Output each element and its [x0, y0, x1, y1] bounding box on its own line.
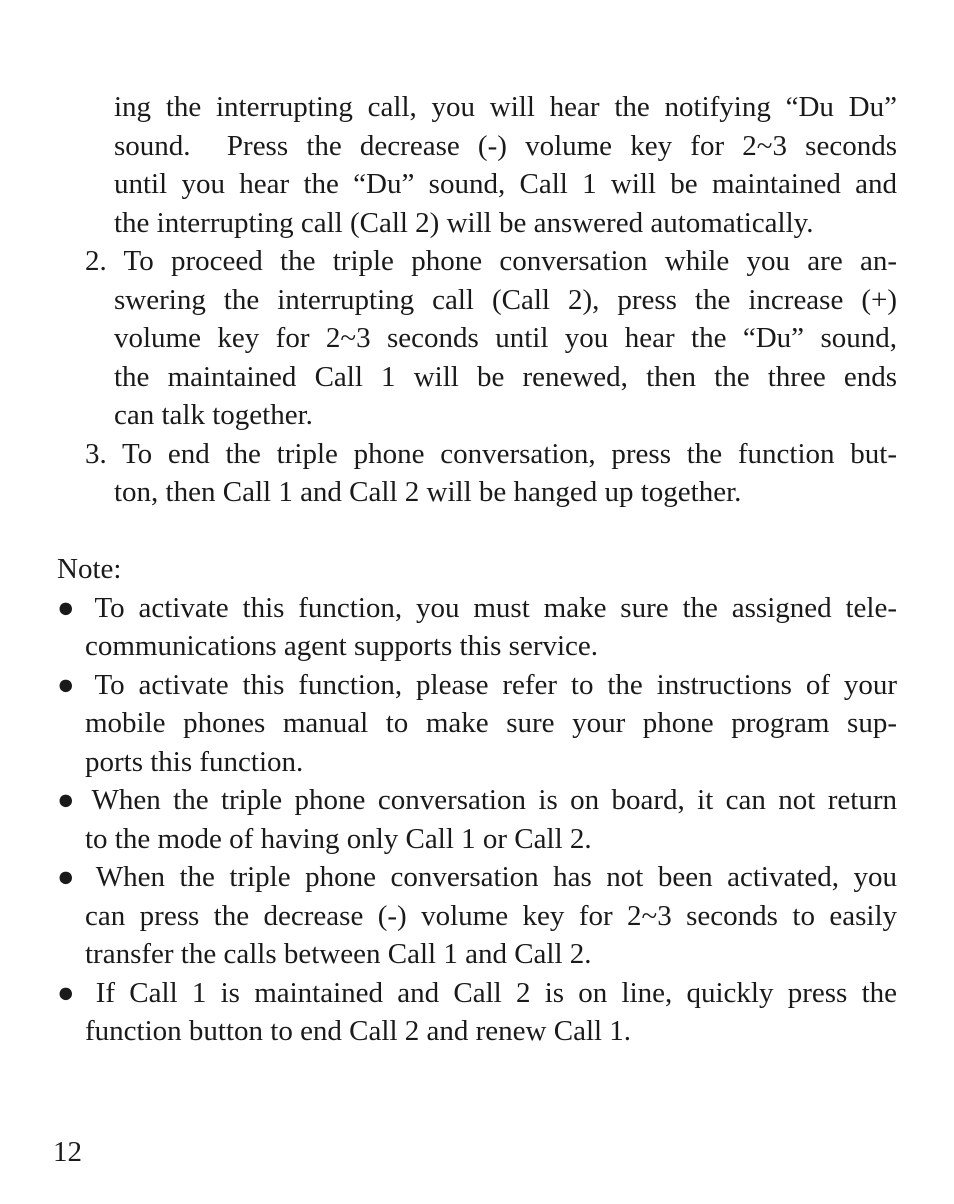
step1-continuation-line: the interrupting call (Call 2) will be answered automatically.: [114, 206, 814, 239]
note-bullet-line: ports this function.: [85, 745, 304, 778]
step1-continuation-line: sound. Press the decrease (-) volume key for 2~3 seconds: [114, 129, 897, 162]
note-bullet-line: function button to end Call 2 and renew Call 1.: [85, 1015, 632, 1047]
step2-line: volume key for 2~3 seconds until you hear the “Du” sound,: [114, 322, 897, 354]
step2-line: the maintained Call 1 will be renewed, then the three ends: [114, 360, 897, 393]
note-bullet-line: ● To activate this function, please refer to the instructions of your: [57, 668, 897, 701]
step2-line: swering the interrupting call (Call 2), press the increase (+): [114, 283, 897, 316]
note-bullet-line: communications agent supports this service.: [85, 630, 599, 662]
step3-line: 3. To end the triple phone conversation, press the function but-: [85, 437, 897, 470]
note-bullet-line: ● To activate this function, you must make sure the assigned tele-: [57, 591, 897, 624]
step2-line: can talk together.: [114, 399, 313, 431]
step2-line: 2. To proceed the triple phone conversation while you are an-: [85, 245, 897, 277]
step1-continuation-line: until you hear the “Du” sound, Call 1 will be maintained and: [114, 168, 897, 200]
page-number: 12: [53, 1136, 82, 1168]
note-bullet-line: ● When the triple phone conversation has not been activated, you: [57, 861, 897, 893]
step1-continuation-line: ing the interrupting call, you will hear the notifying “Du Du”: [114, 91, 897, 123]
note-bullet-line: ● When the triple phone conversation is on board, it can not return: [57, 784, 897, 816]
note-bullet-line: ● If Call 1 is maintained and Call 2 is on line, quickly press the: [57, 976, 897, 1009]
note-heading: Note:: [57, 553, 122, 585]
note-bullet-line: mobile phones manual to make sure your phone program sup-: [85, 707, 897, 739]
note-bullet-line: transfer the calls between Call 1 and Call 2.: [85, 938, 592, 970]
step3-line: ton, then Call 1 and Call 2 will be hanged up together.: [114, 476, 742, 508]
note-bullet-line: can press the decrease (-) volume key for 2~3 seconds to easily: [85, 899, 897, 932]
note-bullet-line: to the mode of having only Call 1 or Call 2.: [85, 822, 592, 855]
